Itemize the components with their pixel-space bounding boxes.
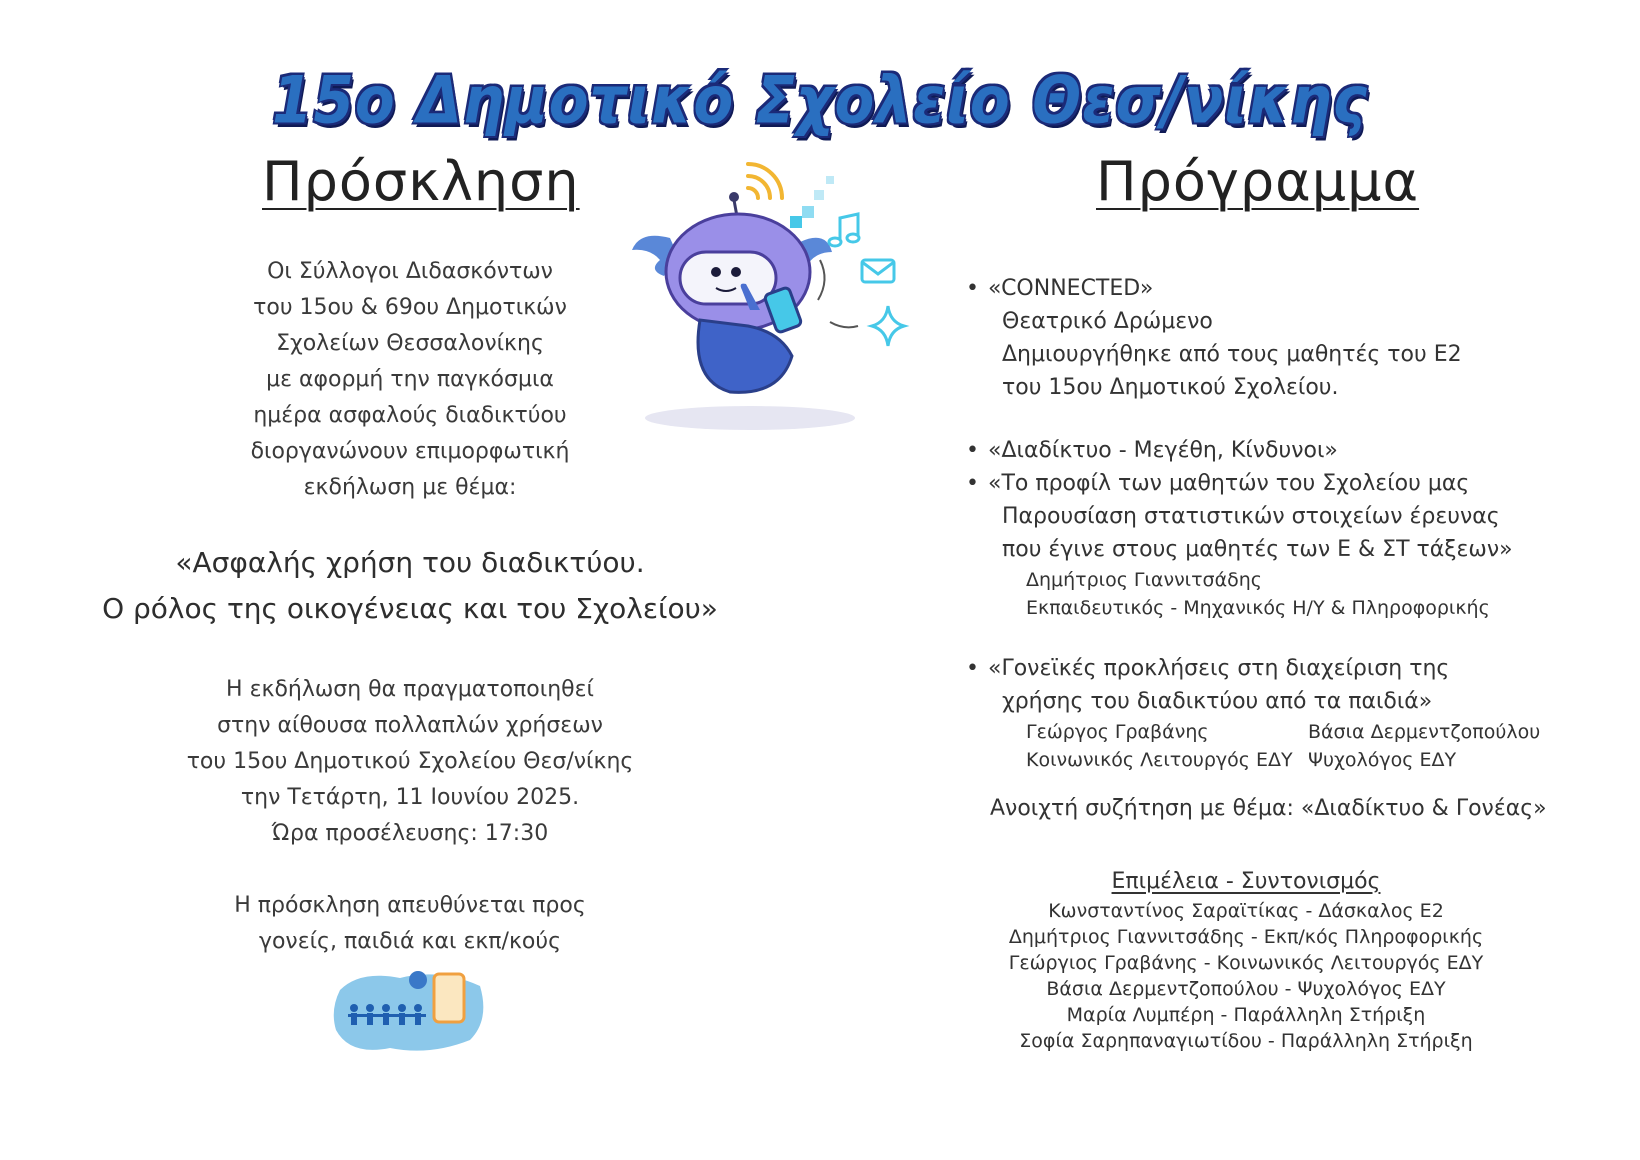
antenna-tip (729, 192, 739, 202)
children-tablet-logo (330, 960, 490, 1060)
intro-line: του 15ου & 69ου Δημοτικών (253, 295, 567, 320)
program-item-3-line: Παρουσίαση στατιστικών στοιχείων έρευνας (1002, 504, 1500, 529)
intro-line: Οι Σύλλογοι Διδασκόντων (267, 259, 553, 284)
program-list (966, 272, 1606, 825)
pixel-square (802, 206, 814, 218)
intro-line: Σχολείων Θεσσαλονίκης (276, 331, 544, 356)
theme-line: «Ασφαλής χρήση του διαδικτύου. (175, 546, 645, 579)
event-audience (80, 888, 740, 960)
program-item-3-title: • «Το προφίλ των μαθητών του Σχολείου μας (966, 467, 1606, 500)
credit-line: Κωνσταντίνος Σαραϊτίκας - Δάσκαλος Ε2 (1048, 900, 1444, 922)
intro-line: εκδήλωση με θέμα: (303, 475, 517, 500)
credit-line: Μαρία Λυμπέρη - Παράλληλη Στήριξη (1066, 1004, 1426, 1026)
audience-line: Η πρόσκληση απευθύνεται προς (234, 893, 586, 918)
speaker-role: Κοινωνικός Λειτουργός ΕΔΥ (1026, 749, 1293, 771)
details-line: Η εκδήλωση θα πραγματοποιηθεί (226, 677, 594, 702)
credit-line: Σοφία Σαρηπαναγιωτίδου - Παράλληλη Στήριξη (1019, 1030, 1473, 1052)
music-note-icon (829, 214, 859, 246)
program-heading: Πρόγραμμα (1096, 150, 1420, 213)
program-item-1-line: Δημιουργήθηκε από τους μαθητές του Ε2 (1002, 342, 1462, 367)
program-item-2-title: • «Διαδίκτυο - Μεγέθη, Κίνδυνοι» (966, 434, 1606, 467)
program-item-1-line: του 15ου Δημοτικού Σχολείου. (1002, 375, 1339, 400)
sparkle-icon (872, 306, 904, 346)
program-item-4-line: χρήσης του διαδικτύου από τα παιδιά» (1002, 689, 1433, 714)
intro-line: διοργανώνουν επιμορφωτική (250, 439, 570, 464)
speaker-name: Δημήτριος Γιαννιτσάδης (1026, 569, 1262, 591)
signal-curve (830, 322, 858, 327)
wifi-signal-icon (748, 164, 782, 198)
invitation-intro (80, 254, 740, 506)
credit-line: Δημήτριος Γιαννιτσάδης - Εκπ/κός Πληροφορικής (1008, 926, 1484, 948)
pixel-square (826, 176, 834, 184)
speaker-role: Εκπαιδευτικός - Μηχανικός Η/Υ & Πληροφορικής (1026, 597, 1490, 619)
speaker-name: Γεώργος Γραβάνης (1026, 721, 1209, 743)
credit-line: Βάσια Δερμεντζοπούλου - Ψυχολόγος ΕΔΥ (1046, 978, 1446, 1000)
signal-curve (818, 260, 825, 300)
globe-icon (409, 971, 427, 989)
intro-line: με αφορμή την παγκόσμια (266, 367, 554, 392)
details-line: Ώρα προσέλευσης: 17:30 (271, 821, 549, 846)
program-item-1-line: Θεατρικό Δρώμενο (1002, 309, 1213, 334)
program-item-3-line: που έγινε στους μαθητές των Ε & ΣΤ τάξεων» (1002, 537, 1513, 562)
tablet-icon (434, 974, 464, 1022)
pixel-square (814, 190, 824, 200)
invitation-heading: Πρόσκληση (262, 150, 580, 213)
envelope-icon (862, 260, 894, 282)
theme-line: Ο ρόλος της οικογένειας και του Σχολείου» (102, 592, 718, 625)
details-line: την Τετάρτη, 11 Ιουνίου 2025. (240, 785, 580, 810)
credits-block (966, 866, 1526, 1054)
details-line: στην αίθουσα πολλαπλών χρήσεων (217, 713, 603, 738)
program-item-4-title: • «Γονεϊκές προκλήσεις στη διαχείριση της (966, 652, 1606, 685)
details-line: του 15ου Δημοτικού Σχολείου Θεσ/νίκης (186, 749, 634, 774)
intro-line: ημέρα ασφαλούς διαδικτύου (253, 403, 567, 428)
audience-line: γονείς, παιδιά και εκπ/κούς (258, 929, 562, 954)
event-theme (80, 540, 740, 632)
credit-line: Γεώργιος Γραβάνης - Κοινωνικός Λειτουργός ΕΔΥ (1008, 952, 1484, 974)
credits-title: Επιμέλεια - Συντονισμός (1111, 869, 1381, 894)
open-discussion: Ανοιχτή συζήτηση με θέμα: «Διαδίκτυο & Γονέας» (990, 796, 1547, 821)
program-item-1-title: • «CONNECTED» (966, 272, 1606, 305)
speaker-name: Βάσια Δερμεντζοπούλου (1308, 721, 1541, 743)
school-title: 15ο Δημοτικό Σχολείο Θεσ/νίκης (272, 61, 1368, 139)
speaker-role: Ψυχολόγος ΕΔΥ (1308, 749, 1457, 771)
pixel-square (790, 216, 802, 228)
event-details (80, 672, 740, 852)
